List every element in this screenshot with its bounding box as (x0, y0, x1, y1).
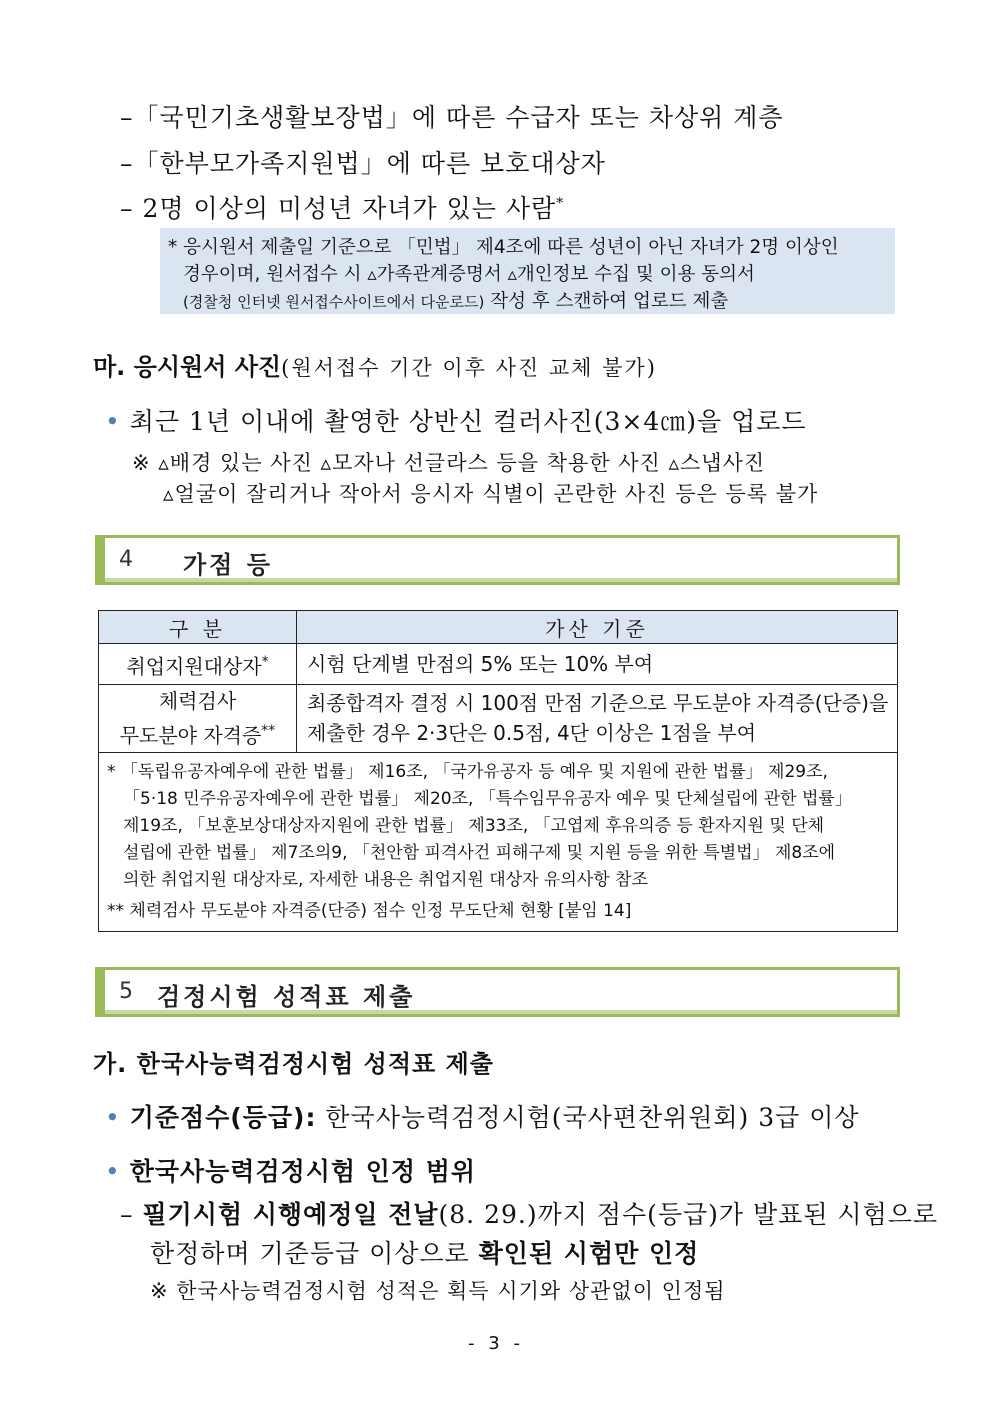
bullet-1-label: 기준점수(등급): (129, 1103, 317, 1132)
section-4-header (95, 535, 900, 585)
photo-note-line-2: ▵얼굴이 잘리거나 작아서 응시자 식별이 곤란한 사진 등은 등록 불가 (163, 482, 819, 506)
footnote-line: 의한 취업지원 대상자로, 자세한 내용은 취업지원 대상자 유의사항 참조 (123, 869, 648, 890)
category-line-2-text: 무도분야 자격증 (119, 723, 262, 748)
category-line-1: 체력검사 (158, 689, 237, 713)
category-line-2 (100, 716, 295, 751)
table-cell-category (99, 685, 297, 753)
footnote-line: ** 체력검사 무도분야 자격증(단증) 점수 인정 무도단체 현황 [붙임 14] (107, 900, 632, 921)
bullet-icon: • (105, 1103, 121, 1132)
history-note: ※ 한국사능력검정시험 성적은 획득 시기와 상관없이 인정됨 (150, 1279, 726, 1303)
note-line-3 (168, 288, 889, 316)
bonus-points-table (98, 610, 898, 932)
page-number: - 3 - (468, 1333, 524, 1354)
sub-item-line-2-bold: 확인된 시험만 인정 (478, 1239, 700, 1268)
table-footnotes (99, 752, 898, 931)
criteria-line-2: 제출한 경우 2·3단은 0.5점, 4단 이상은 1점을 부여 (307, 721, 757, 746)
section-5-number: 5 (119, 979, 133, 1004)
table-header-criteria: 가산 기준 (297, 611, 898, 644)
note-line-1: * 응시원서 제출일 기준으로 「민법」 제4조에 따른 성년이 아닌 자녀가 2명 이상인 (168, 237, 839, 258)
sub-item-bold: 필기시험 시행예정일 전날 (142, 1200, 439, 1229)
sub-item-text: (8. 29.)까지 점수(등급)가 발표된 시험으로 (438, 1200, 939, 1229)
photo-bullet (105, 402, 807, 438)
photo-section-heading (93, 347, 657, 382)
table-cell-category (99, 644, 297, 685)
history-bullet-1 (105, 1098, 860, 1134)
table-footnote-row (99, 752, 898, 931)
history-exam-heading: 가. 한국사능력검정시험 성적표 제출 (93, 1050, 494, 1078)
category-text: 취업지원대상자 (126, 654, 262, 679)
table-cell-criteria (297, 685, 898, 753)
dash-mark: – (120, 1200, 134, 1229)
history-sub-item-line-2 (150, 1234, 699, 1270)
footnote-line: 제19조, 「보훈보상대상자지원에 관한 법률」 제33조, 「고엽제 후유의증 등 환자지원 및 단체 (123, 815, 825, 836)
photo-bullet-text: 최근 1년 이내에 촬영한 상반신 컬러사진(3×4㎝)을 업로드 (129, 407, 807, 436)
section-4-title: 가점 등 (183, 551, 273, 579)
table-header-category: 구 분 (99, 611, 297, 644)
table-row (99, 644, 898, 685)
footnote-line: 「5·18 민주유공자예우에 관한 법률」 제20조, 「특수임무유공자 예우 및 단체설립에 관한 법률」 (123, 788, 852, 809)
history-bullet-2 (105, 1152, 476, 1188)
note-line-2: 경우이며, 원서접수 시 ▵가족관계증명서 ▵개인정보 수집 및 이용 동의서 (183, 264, 755, 285)
footnote-line: * 「독립유공자예우에 관한 법률」 제16조, 「국가유공자 등 예우 및 지원에 관한 법률」 제29조, (107, 761, 828, 782)
footnote-line: 설립에 관한 법률」 제7조의9, 「천안함 피격사건 피해구제 및 지원 등을 위한 특별법」 제8조에 (123, 842, 836, 863)
footnote-mark: * (556, 195, 565, 212)
list-item-minor-children-text: – 2명 이상의 미성년 자녀가 있는 사람 (120, 194, 557, 223)
bullet-2-label: 한국사능력검정시험 인정 범위 (129, 1157, 477, 1186)
table-cell-criteria: 시험 단계별 만점의 5% 또는 10% 부여 (297, 644, 898, 685)
note-line-3-rest: 작성 후 스캔하여 업로드 제출 (484, 291, 729, 312)
section-4-number: 4 (119, 547, 133, 572)
sub-item-line-2-text: 한정하며 기준등급 이상으로 (150, 1239, 479, 1268)
footnote-mark: * (261, 653, 269, 670)
table-header-row (99, 611, 898, 644)
children-note-box (160, 228, 895, 314)
bullet-icon: • (105, 1157, 121, 1186)
history-sub-item-line-1 (120, 1195, 938, 1231)
criteria-line-1: 최종합격자 결정 시 100점 만점 기준으로 무도분야 자격증(단증)을 (307, 691, 889, 716)
list-item-minor-children (120, 189, 564, 225)
footnote-mark: ** (261, 723, 276, 739)
list-item-single-parent: –「한부모가족지원법」에 따른 보호대상자 (120, 149, 606, 178)
section-5-header (95, 967, 900, 1017)
photo-note-line-1: ※ ▵배경 있는 사진 ▵모자나 선글라스 등을 착용한 사진 ▵스냅사진 (132, 451, 766, 475)
bullet-1-text: 한국사능력검정시험(국사편찬위원회) 3급 이상 (316, 1103, 860, 1132)
table-row (99, 685, 898, 753)
list-item-basic-livelihood: –「국민기초생활보장법」에 따른 수급자 또는 차상위 계층 (120, 103, 784, 132)
photo-heading-sub: (원서접수 기간 이후 사진 교체 불가) (281, 356, 657, 380)
note-download-source: (경찰청 인터넷 원서접수사이트에서 다운로드) (183, 293, 485, 311)
photo-heading-text: 마. 응시원서 사진 (93, 353, 282, 381)
section-5-title: 검정시험 성적표 제출 (157, 983, 416, 1011)
bullet-icon: • (105, 407, 121, 436)
